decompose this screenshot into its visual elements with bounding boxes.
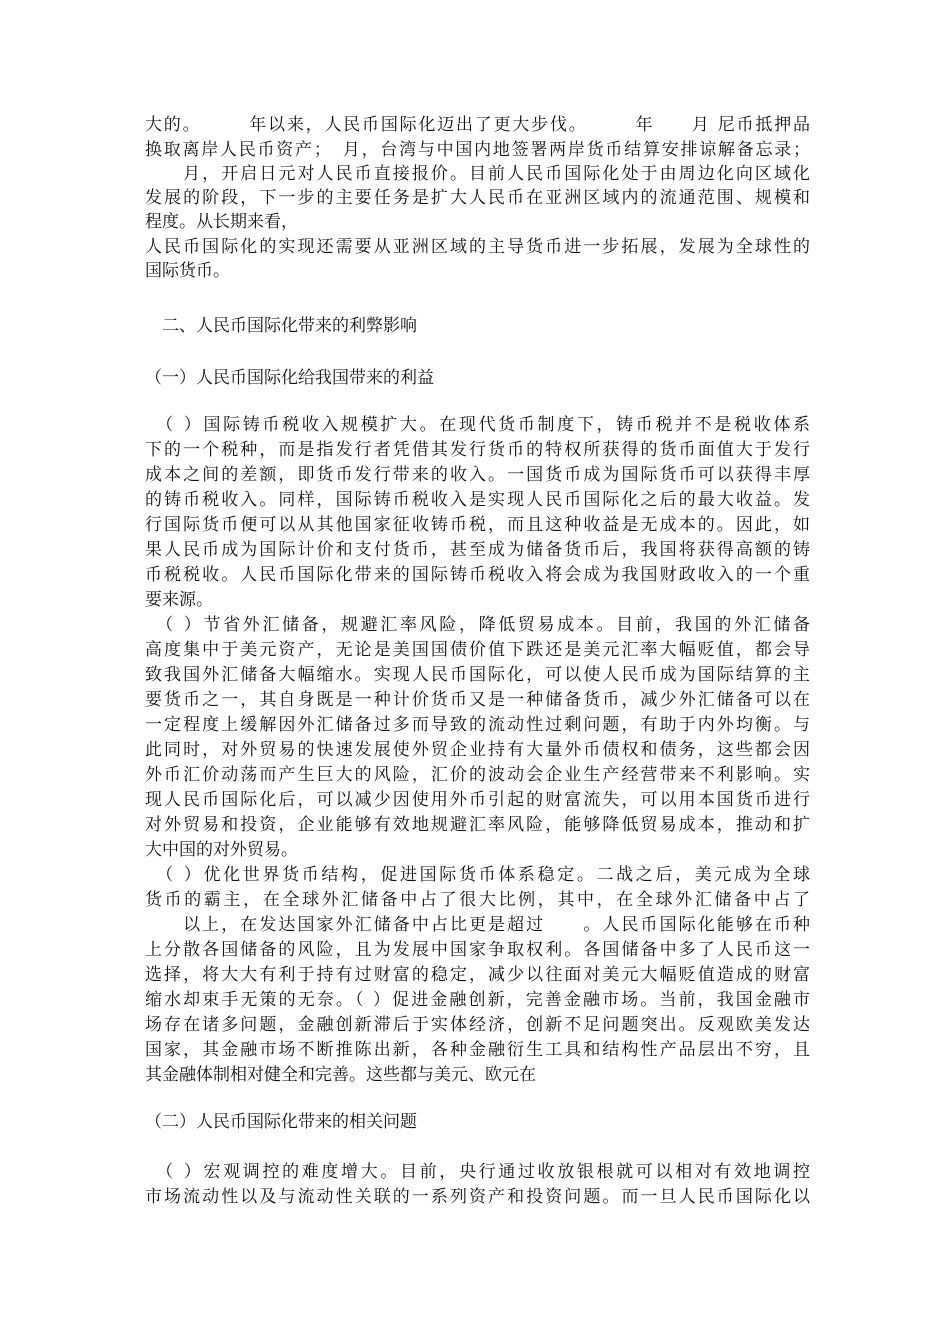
intro-line: 程度。从长期来看，	[145, 212, 298, 232]
subsection-heading: （一）人民币国际化给我国带来的利益	[145, 368, 434, 388]
subsection-heading: （二）人民币国际化带来的相关问题	[145, 1112, 417, 1132]
body-line: 以上，在发达国家外汇储备中占比更是超过 。人民币国际化能够在币种	[145, 915, 810, 935]
body-line: 大中国的对外贸易。	[145, 840, 298, 860]
body-line: 现人民币国际化后，可以减少因使用外币引起的财富流失，可以用本国货币进行	[145, 790, 810, 810]
body-line: （ ）节省外汇储备，规避汇率风险，降低贸易成本。目前，我国的外汇储备	[145, 615, 810, 635]
body-line: 一定程度上缓解因外汇储备过多而导致的流动性过剩问题，有助于内外均衡。与	[145, 715, 810, 735]
body-line: （ ）优化世界货币结构，促进国际货币体系稳定。二战之后，美元成为全球	[145, 865, 810, 885]
body-line: 果人民币成为国际计价和支付货币，甚至成为储备货币后，我国将获得高额的铸	[145, 540, 810, 560]
section-heading: 二、人民币国际化带来的利弊影响	[145, 316, 417, 336]
intro-line: 国际货币。	[145, 261, 230, 281]
body-line: 要货币之一，其自身既是一种计价货币又是一种储备货币，减少外汇储备可以在	[145, 690, 810, 710]
body-line: （ ）宏观调控的难度增大。目前，央行通过收放银根就可以相对有效地调控	[145, 1162, 810, 1182]
body-line: 缩水却束手无策的无奈。（ ）促进金融创新，完善金融市场。当前，我国金融市	[145, 990, 810, 1010]
body-line: 货币的霸主，在全球外汇储备中占了很大比例，其中，在全球外汇储备中占了	[145, 890, 810, 910]
body-line: 高度集中于美元资产，无论是美国国债价值下跌还是美元汇率大幅贬值，都会导	[145, 640, 810, 660]
body-line: 上分散各国储备的风险，且为发展中国家争取权利。各国储备中多了人民币这一	[145, 940, 810, 960]
intro-line: 人民币国际化的实现还需要从亚洲区域的主导货币进一步拓展，发展为全球性的	[145, 237, 810, 257]
intro-line: 换取离岸人民币资产； 月，台湾与中国内地签署两岸货币结算安排谅解备忘录；	[145, 140, 810, 160]
body-line: 的铸币税收入。同样，国际铸币税收入是实现人民币国际化之后的最大收益。发	[145, 490, 810, 510]
body-line: 国家，其金融市场不断推陈出新，各种金融衍生工具和结构性产品层出不穷，且	[145, 1040, 810, 1060]
body-line: 币税税收。人民币国际化带来的国际铸币税收入将会成为我国财政收入的一个重	[145, 565, 810, 585]
intro-line: 大的。 年以来，人民币国际化迈出了更大步伐。 年 月 尼币抵押品	[145, 115, 810, 135]
body-line: 其金融体制相对健全和完善。这些都与美元、欧元在	[145, 1065, 536, 1085]
body-line: 对外贸易和投资，企业能够有效地规避汇率风险，能够降低贸易成本，推动和扩	[145, 815, 810, 835]
body-line: （ ）国际铸币税收入规模扩大。在现代货币制度下，铸币税并不是税收体系	[145, 415, 810, 435]
body-line: 行国际货币便可以从其他国家征收铸币税，而且这种收益是无成本的。因此，如	[145, 515, 810, 535]
body-line: 此同时，对外贸易的快速发展使外贸企业持有大量外币债权和债务，这些都会因	[145, 740, 810, 760]
body-line: 市场流动性以及与流动性关联的一系列资产和投资问题。而一旦人民币国际化以	[145, 1187, 810, 1207]
intro-line: 月，开启日元对人民币直接报价。目前人民币国际化处于由周边化向区域化	[145, 164, 810, 184]
body-line: 下的一个税种，而是指发行者凭借其发行货币的特权所获得的货币面值大于发行	[145, 440, 810, 460]
body-line: 场存在诸多问题，金融创新滞后于实体经济，创新不足问题突出。反观欧美发达	[145, 1015, 810, 1035]
body-line: 外币汇价动荡而产生巨大的风险，汇价的波动会企业生产经营带来不利影响。实	[145, 765, 810, 785]
intro-line: 发展的阶段，下一步的主要任务是扩大人民币在亚洲区域内的流通范围、规模和	[145, 188, 810, 208]
body-line: 成本之间的差额，即货币发行带来的收入。一国货币成为国际货币可以获得丰厚	[145, 465, 810, 485]
body-line: 选择，将大大有利于持有过财富的稳定，减少以往面对美元大幅贬值造成的财富	[145, 965, 810, 985]
body-line: 致我国外汇储备大幅缩水。实现人民币国际化，可以使人民币成为国际结算的主	[145, 665, 810, 685]
body-line: 要来源。	[145, 590, 213, 610]
